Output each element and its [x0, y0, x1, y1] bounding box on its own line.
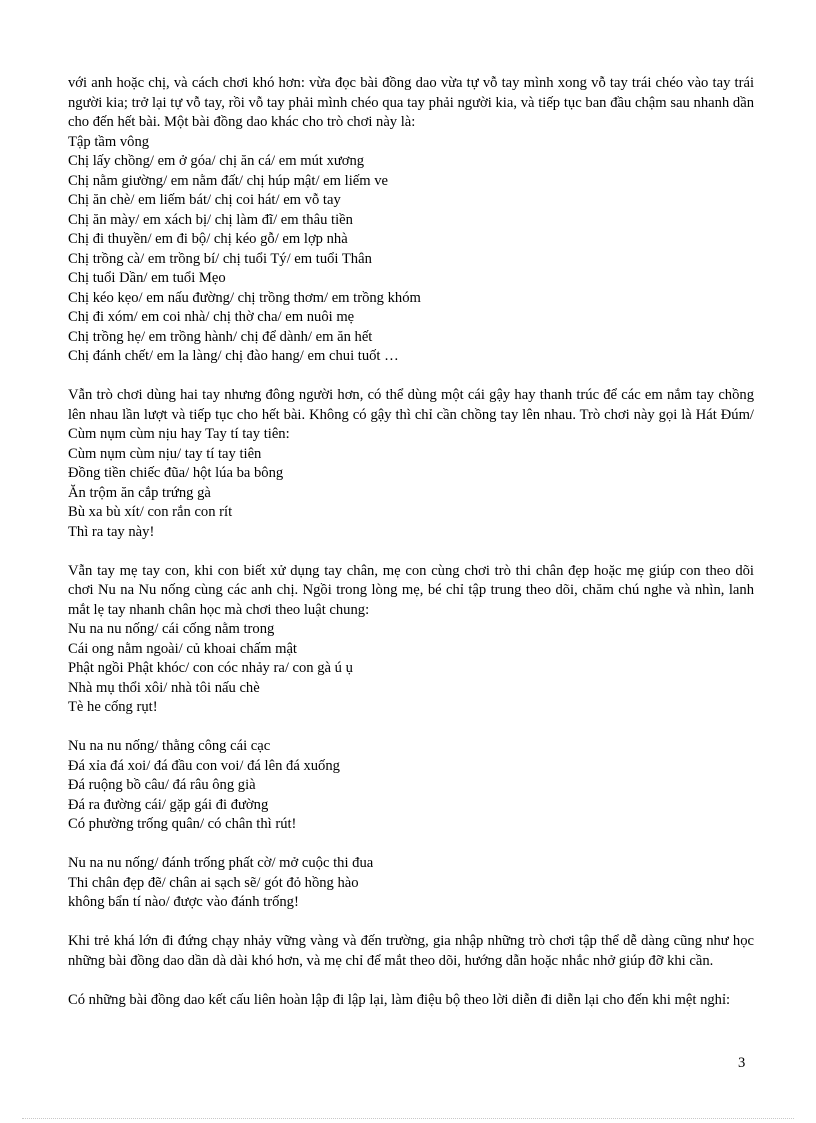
page-number: 3 [738, 1055, 746, 1071]
poem-line: Nu na nu nống/ cái cống nằm trong [68, 621, 275, 637]
poem-line: Có phường trống quân/ có chân thì rút! [68, 816, 297, 832]
poem-line: Chị trồng hẹ/ em trồng hành/ chị để dành/ em ăn hết [68, 328, 373, 345]
poem-line: Cái ong nằm ngoài/ củ khoai chấm mật [68, 640, 297, 657]
poem-line: Chị trồng cà/ em trồng bí/ chị tuổi Tý/ em tuổi Thân [68, 250, 372, 267]
poem-line: Chị tuổi Dần/ em tuổi Mẹo [68, 270, 226, 286]
paragraph-gap [68, 718, 754, 738]
page-body [68, 74, 754, 1010]
poem-line: Bù xa bù xít/ con rắn con rít [68, 504, 233, 520]
paragraph-nu-na-nu-nong: Vẫn tay mẹ tay con, khi con biết xử dụng tay chân, mẹ con cùng chơi trò thi chân đẹp hoặc mẹ giúp con theo dõi chơi Nu na Nu nống cùng các anh chị. Ngồi trong lòng mẹ, bé chỉ tập trung theo dõi, chăm chú nghe và nhìn, lanh mắt lẹ tay nhanh chân học mà chơi theo luật chung: [68, 562, 754, 618]
poem-line: Chị kéo kẹo/ em nấu đường/ chị trồng thơm/ em trồng khóm [68, 289, 421, 306]
poem-line: Đá xỉa đá xoi/ đá đầu con voi/ đá lên đá xuống [68, 757, 340, 774]
poem-line: Chị đánh chết/ em la làng/ chị đào hang/ em chui tuốt … [68, 348, 399, 364]
poem-line: Thi chân đẹp đẽ/ chân ai sạch sẽ/ gót đỏ hồng hào [68, 874, 359, 891]
poem-nu-na-2 [68, 737, 754, 835]
poem-line: không bẩn tí nào/ được vào đánh trống! [68, 894, 299, 910]
paragraph-hat-dum: Vẫn trò chơi dùng hai tay nhưng đông người hơn, có thể dùng một cái gậy hay thanh trúc để các em nắm tay chồng lên nhau lần lượt và tiếp tục cho hết bài. Không có gậy thì chỉ cần chồng tay lên nhau. Trò chơi này gọi là Hát Đúm/ Cùm nụm cùm nịu hay Tay tí tay tiên: [68, 387, 754, 442]
poem-line: Đá ra đường cái/ gặp gái đi đường [68, 796, 269, 813]
paragraph-older-children: Khi trẻ khá lớn đi đứng chạy nhảy vững vàng và đến trường, gia nhập những trò chơi tập thể dễ dàng cũng như học những bài đồng dao dần dà dài khó hơn, và mẹ chỉ để mắt theo dõi, hướng dẫn hoặc nhắc nhở giúp đỡ khi cần. [68, 933, 754, 969]
paragraph-gap [68, 835, 754, 855]
paragraph-gap [68, 367, 754, 387]
poem-cum-num [68, 445, 754, 543]
poem-line: Thì ra tay này! [68, 523, 155, 540]
poem-line: Chị ăn mày/ em xách bị/ chị làm đĩ/ em thâu tiền [68, 211, 353, 228]
paragraph-gap [68, 542, 754, 562]
poem-line: Chị lấy chồng/ em ở góa/ chị ăn cá/ em mút xương [68, 153, 365, 169]
poem-line: Chị ăn chè/ em liếm bát/ chị coi hát/ em vỗ tay [68, 192, 341, 208]
poem-line: Ăn trộm ăn cắp trứng gà [68, 484, 211, 501]
poem-line: Nu na nu nống/ đánh trống phất cờ/ mở cuộc thi đua [68, 855, 374, 871]
poem-line: Phật ngồi Phật khóc/ con cóc nhảy ra/ con gà ú ụ [68, 660, 353, 676]
poem-line: Tè he cống rụt! [68, 699, 158, 715]
poem-tap-tam-vong [68, 133, 754, 367]
poem-line: Nhà mụ thổi xôi/ nhà tôi nấu chè [68, 679, 260, 696]
poem-line: Đồng tiền chiếc đũa/ hột lúa ba bông [68, 465, 284, 481]
paragraph-clapping-game: với anh hoặc chị, và cách chơi khó hơn: vừa đọc bài đồng dao vừa tự vỗ tay mình xong vỗ tay trái chéo vào tay trái người kia; trở lại tự vỗ tay, rồi vỗ tay phải mình chéo qua tay phải người kia, và tiếp tục ban đầu chậm sau nhanh dần cho đến hết bài. Một bài đồng dao khác cho trò chơi này là: [68, 75, 754, 130]
poem-line: Chị đi xóm/ em coi nhà/ chị thờ cha/ em nuôi mẹ [68, 309, 355, 325]
paragraph-gap [68, 913, 754, 933]
paragraph-repeating-songs: Có những bài đồng dao kết cấu liên hoàn lập đi lập lại, làm điệu bộ theo lời diễn đi diễn lại cho đến khi mệt nghỉ: [68, 991, 731, 1008]
poem-line: Tập tầm vông [68, 133, 150, 150]
poem-line: Đá ruộng bồ câu/ đá râu ông già [68, 777, 256, 793]
poem-line: Nu na nu nống/ thằng công cái cạc [68, 738, 271, 754]
poem-nu-na-1 [68, 620, 754, 718]
paragraph-gap [68, 971, 754, 991]
poem-line: Cùm nụm cùm nịu/ tay tí tay tiên [68, 445, 262, 462]
poem-nu-na-3 [68, 854, 754, 913]
poem-line: Chị nằm giường/ em nằm đất/ chị húp mật/ em liếm ve [68, 172, 389, 189]
poem-line: Chị đi thuyền/ em đi bộ/ chị kéo gỗ/ em lợp nhà [68, 231, 348, 247]
footer-divider [22, 1118, 794, 1119]
